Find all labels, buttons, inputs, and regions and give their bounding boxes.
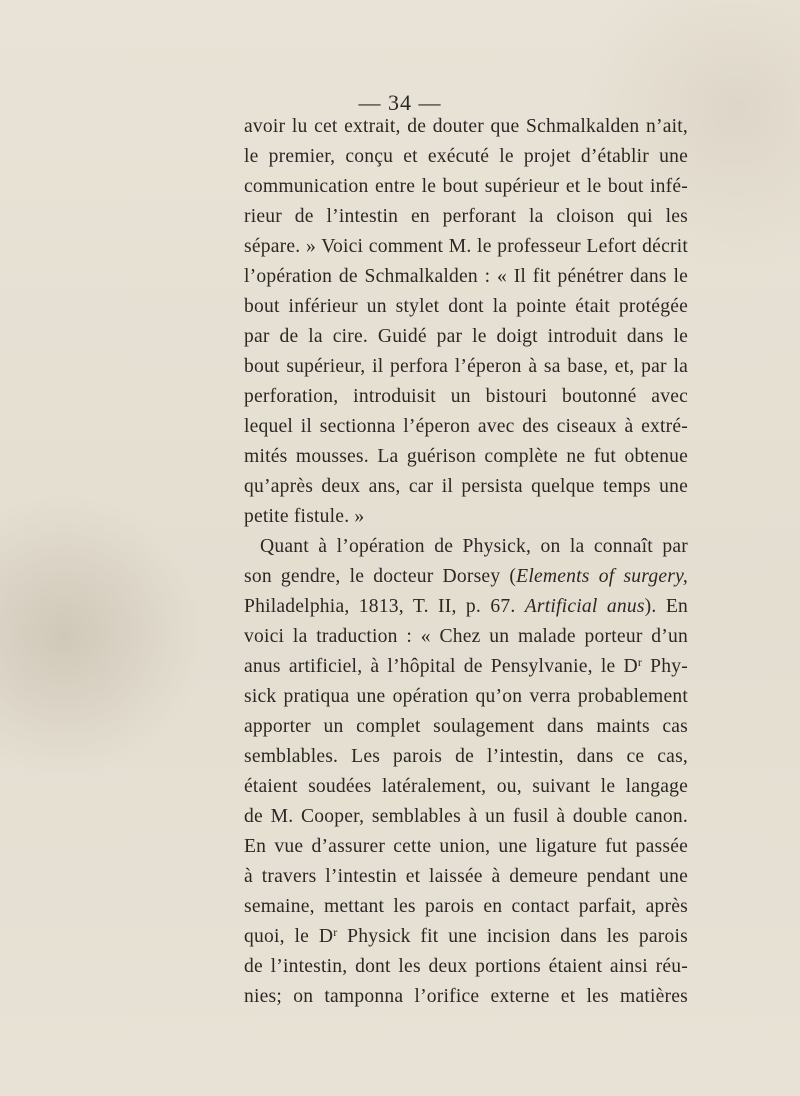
text-segment: anus artificiel, à l’hôpital de Pensylvanie, le D xyxy=(244,656,638,677)
text-line: apporter un complet soulagement dans maints cas xyxy=(244,716,688,737)
text-line: mités mousses. La guérison complète ne fut obtenue xyxy=(244,446,688,467)
text-line xyxy=(244,652,688,682)
text-segment: Physick fit une incision dans les parois xyxy=(337,926,688,947)
text-segment: Phy- xyxy=(642,656,688,677)
text-line: de l’intestin, dont les deux portions étaient ainsi réu- xyxy=(244,956,688,977)
text-segment: quoi, le D xyxy=(244,926,334,947)
text-line: avoir lu cet extrait, de douter que Schmalkalden n’ait, xyxy=(244,116,688,137)
text-line: petite fistule. » xyxy=(244,506,365,527)
italic-title: Artificial anus xyxy=(524,596,645,617)
text-line: sick pratiqua une opération qu’on verra probablement xyxy=(244,686,688,707)
text-line: semblables. Les parois de l’intestin, dans ce cas, xyxy=(244,746,688,767)
text-line xyxy=(244,592,688,622)
text-line: voici la traduction : « Chez un malade porteur d’un xyxy=(244,626,688,647)
text-line: à travers l’intestin et laissée à demeure pendant une xyxy=(244,866,688,887)
page-number: — 34 — xyxy=(358,90,442,115)
italic-title: Elements of surgery, xyxy=(516,566,688,587)
text-segment: Philadelphia, 1813, T. II, p. 67. xyxy=(244,596,525,617)
text-line: En vue d’assurer cette union, une ligature fut passée xyxy=(244,836,688,857)
text-line: perforation, introduisit un bistouri boutonné avec xyxy=(244,386,688,407)
text-line: bout supérieur, il perfora l’éperon à sa base, et, par la xyxy=(244,356,688,377)
text-line: semaine, mettant les parois en contact parfait, après xyxy=(244,896,688,917)
text-line: rieur de l’intestin en perforant la cloison qui les xyxy=(244,206,688,227)
text-segment: son gendre, le docteur Dorsey ( xyxy=(244,566,517,587)
text-line: étaient soudées latéralement, ou, suivant le langage xyxy=(244,776,688,797)
text-line: l’opération de Schmalkalden : « Il fit pénétrer dans le xyxy=(244,266,688,287)
text-line: par de la cire. Guidé par le doigt introduit dans le xyxy=(244,326,688,347)
superscript: r xyxy=(637,655,643,669)
text-line: lequel il sectionna l’éperon avec des ciseaux à extré- xyxy=(244,416,688,437)
text-line: de M. Cooper, semblables à un fusil à double canon. xyxy=(244,806,688,827)
text-line: bout inférieur un stylet dont la pointe était protégée xyxy=(244,296,688,317)
text-line: sépare. » Voici comment M. le professeur Lefort décrit xyxy=(244,236,688,257)
text-line xyxy=(244,562,688,592)
text-line: nies; on tamponna l’orifice externe et les matières xyxy=(244,986,688,1007)
text-line xyxy=(244,922,688,952)
text-line: Quant à l’opération de Physick, on la connaît par xyxy=(260,536,688,557)
text-line: communication entre le bout supérieur et le bout infé- xyxy=(244,176,688,197)
body-text xyxy=(244,112,688,1012)
superscript: r xyxy=(333,925,338,939)
text-segment: ). En xyxy=(644,596,688,617)
text-line: qu’après deux ans, car il persista quelque temps une xyxy=(244,476,688,497)
text-line: le premier, conçu et exécuté le projet d’établir une xyxy=(244,146,688,167)
